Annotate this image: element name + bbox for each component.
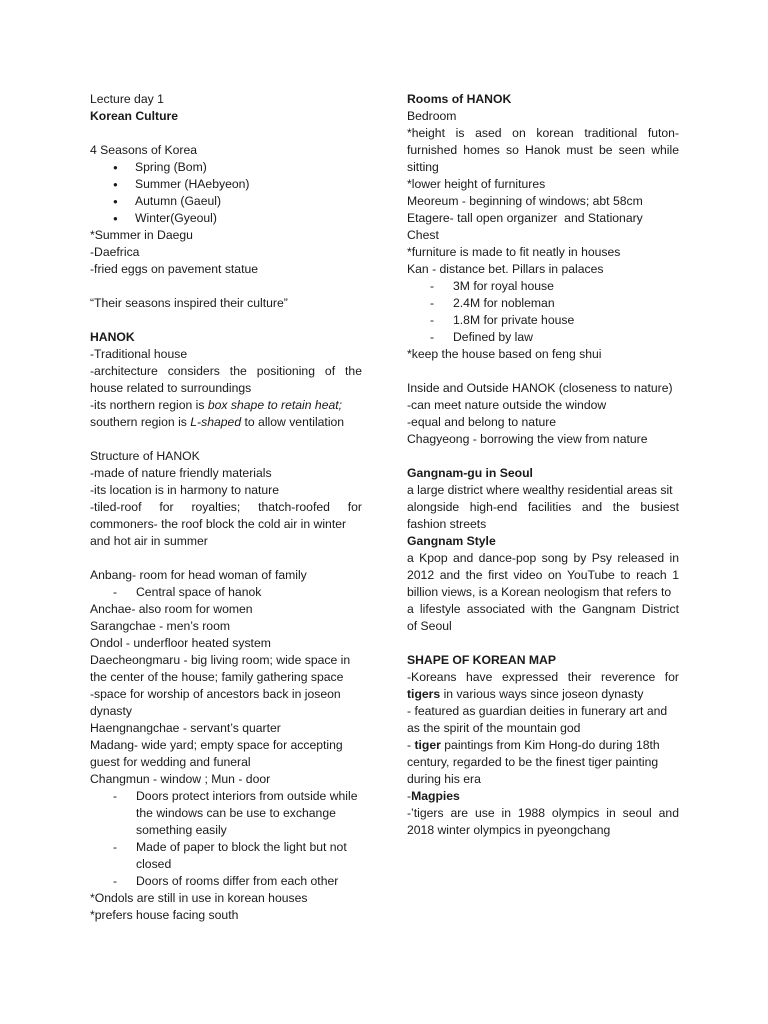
dash-item-cont [90, 856, 362, 873]
text-line: alongside high-end facilities and the busiest [407, 500, 679, 514]
text-line: century, regarded to be the finest tiger painting [407, 755, 659, 769]
rooms-heading: Rooms of HANOK [407, 92, 512, 106]
text-span: - [407, 738, 415, 752]
dash-item-text: Defined by law [453, 330, 533, 344]
text-line: -equal and belong to nature [407, 415, 557, 429]
text-line: sitting [407, 160, 439, 174]
text-span: paintings from Kim Hong-do during 18th [440, 738, 660, 752]
text-span: -its northern region is [90, 398, 208, 412]
text-line [90, 397, 362, 414]
dash-item-text: something easily [136, 823, 227, 837]
text-line: Changmun - window ; Mun - door [90, 772, 271, 786]
text-line [407, 686, 679, 703]
dash-item: - Made of paper to block the light but not [113, 840, 347, 854]
quote: “Their seasons inspired their culture” [90, 296, 288, 310]
dash-item-text: 3M for royal house [453, 279, 554, 293]
text-line: *lower height of furnitures [407, 177, 546, 191]
bold-text: tiger [414, 738, 441, 752]
text-line: a lifestyle associated with the Gangnam District [407, 602, 679, 616]
text-line: -Traditional house [90, 347, 188, 361]
text-line: *Ondols are still in use in korean houses [90, 891, 308, 905]
text-line: guest for wedding and funeral [90, 755, 251, 769]
text-line: house related to surroundings [90, 381, 252, 395]
bullet-item: ● Summer (HAebyeon) [90, 176, 362, 193]
text-span: southern region is [90, 415, 191, 429]
dash-item: - 2.4M for nobleman [430, 296, 555, 310]
seasons-heading: 4 Seasons of Korea [90, 143, 198, 157]
hanok-heading: HANOK [90, 330, 135, 344]
text-line: Ondol - underfloor heated system [90, 636, 271, 650]
dash-item: - 3M for royal house [430, 279, 554, 293]
text-line: -can meet nature outside the window [407, 398, 607, 412]
document-title: Korean Culture [90, 109, 179, 123]
text-line: - featured as guardian deities in funerary art and [407, 704, 668, 718]
text-line: Bedroom [407, 109, 457, 123]
text-line [407, 737, 679, 754]
dash-item: - 1.8M for private house [430, 313, 575, 327]
text-line: during his era [407, 772, 481, 786]
text-line: of Seoul [407, 619, 452, 633]
text-line: Chest [407, 228, 439, 242]
dash-item: - Defined by law [430, 330, 533, 344]
text-line: Kan - distance bet. Pillars in palaces [407, 262, 604, 276]
text-line: Anbang- room for head woman of family [90, 568, 307, 582]
text-line: Anchae- also room for women [90, 602, 253, 616]
dash-item-text: the windows can be use to exchange [136, 806, 336, 820]
text-line [90, 414, 362, 431]
text-line: 2018 winter olympics in pyeongchang [407, 823, 611, 837]
dash-item-text: Doors of rooms differ from each other [136, 874, 339, 888]
text-line: *Summer in Daegu [90, 228, 193, 242]
text-line: the center of the house; family gathering space [90, 670, 344, 684]
dash-item: - Doors protect interiors from outside while [113, 789, 358, 803]
italic-text: box shape to retain heat; [207, 398, 343, 412]
text-line: Inside and Outside HANOK (closeness to nature) [407, 381, 673, 395]
italic-text: L-shaped [190, 415, 242, 429]
bold-text: tigers [407, 687, 441, 701]
text-line: -fried eggs on pavement statue [90, 262, 259, 276]
text-span: - [407, 789, 412, 803]
text-line [407, 788, 679, 805]
gangnam-style-heading: Gangnam Style [407, 534, 496, 548]
text-line: -Koreans have expressed their reverence for [407, 670, 679, 684]
text-line: Chagyeong - borrowing the view from nature [407, 432, 648, 446]
text-line: -space for worship of ancestors back in joseon [90, 687, 341, 701]
dash-item-text: Made of paper to block the light but not [136, 840, 347, 854]
text-line: Madang- wide yard; empty space for accepting [90, 738, 343, 752]
text-line: dynasty [90, 704, 133, 718]
text-line: commoners- the roof block the cold air in winter [90, 517, 347, 531]
text-line: -’tigers are use in 1988 olympics in seoul and [407, 806, 679, 820]
text-line: *furniture is made to fit neatly in houses [407, 245, 621, 259]
text-line: Sarangchae - men’s room [90, 619, 231, 633]
dash-item-text: 1.8M for private house [453, 313, 575, 327]
gangnam-heading: Gangnam-gu in Seoul [407, 466, 533, 480]
text-line: Etagere- tall open organizer and Stationary [407, 211, 643, 225]
bullet-item: ● Spring (Bom) [90, 159, 362, 176]
dash-item-cont [90, 822, 362, 839]
text-line: *prefers house facing south [90, 908, 239, 922]
text-line: Haengnangchae - servant’s quarter [90, 721, 281, 735]
dash-item-text: closed [136, 857, 172, 871]
text-line: -Daefrica [90, 245, 140, 259]
text-line: -its location is in harmony to nature [90, 483, 279, 497]
text-line: *height is ased on korean traditional futon- [407, 126, 679, 140]
left-column [90, 91, 362, 924]
text-line: -made of nature friendly materials [90, 466, 272, 480]
dash-item-text: 2.4M for nobleman [453, 296, 555, 310]
bullet-item: ● Winter(Gyeoul) [90, 210, 362, 227]
text-line: *keep the house based on feng shui [407, 347, 602, 361]
dash-item-text: Doors protect interiors from outside while [136, 789, 358, 803]
text-line: and hot air in summer [90, 534, 208, 548]
bullet-item: ● Autumn (Gaeul) [90, 193, 362, 210]
text-line: fashion streets [407, 517, 487, 531]
bold-text: Magpies [411, 789, 460, 803]
dash-item-cont [90, 805, 362, 822]
text-line: 2012 and the first video on YouTube to reach 1 [407, 568, 679, 582]
text-line: Meoreum - beginning of windows; abt 58cm [407, 194, 643, 208]
structure-heading: Structure of HANOK [90, 449, 200, 463]
right-column [407, 91, 679, 839]
text-line: -tiled-roof for royalties; thatch-roofed for [90, 500, 362, 514]
text-span: in various ways since joseon dynasty [440, 687, 644, 701]
text-line: Daecheongmaru - big living room; wide space in [90, 653, 351, 667]
map-heading: SHAPE OF KOREAN MAP [407, 653, 556, 667]
dash-item: - Central space of hanok [113, 585, 262, 599]
dash-item-text: Central space of hanok [136, 585, 262, 599]
text-line: a large district where wealthy residential areas sit [407, 483, 673, 497]
text-line: furnished homes so Hanok must be seen while [407, 143, 679, 157]
lecture-label: Lecture day 1 [90, 92, 164, 106]
text-line: -architecture considers the positioning of the [90, 364, 362, 378]
text-line: a Kpop and dance-pop song by Psy released in [407, 551, 679, 565]
text-line: billion views, is a Korean neologism that refers to [407, 585, 672, 599]
text-span: to allow ventilation [241, 415, 345, 429]
text-line: as the spirit of the mountain god [407, 721, 581, 735]
dash-item: - Doors of rooms differ from each other [113, 874, 339, 888]
